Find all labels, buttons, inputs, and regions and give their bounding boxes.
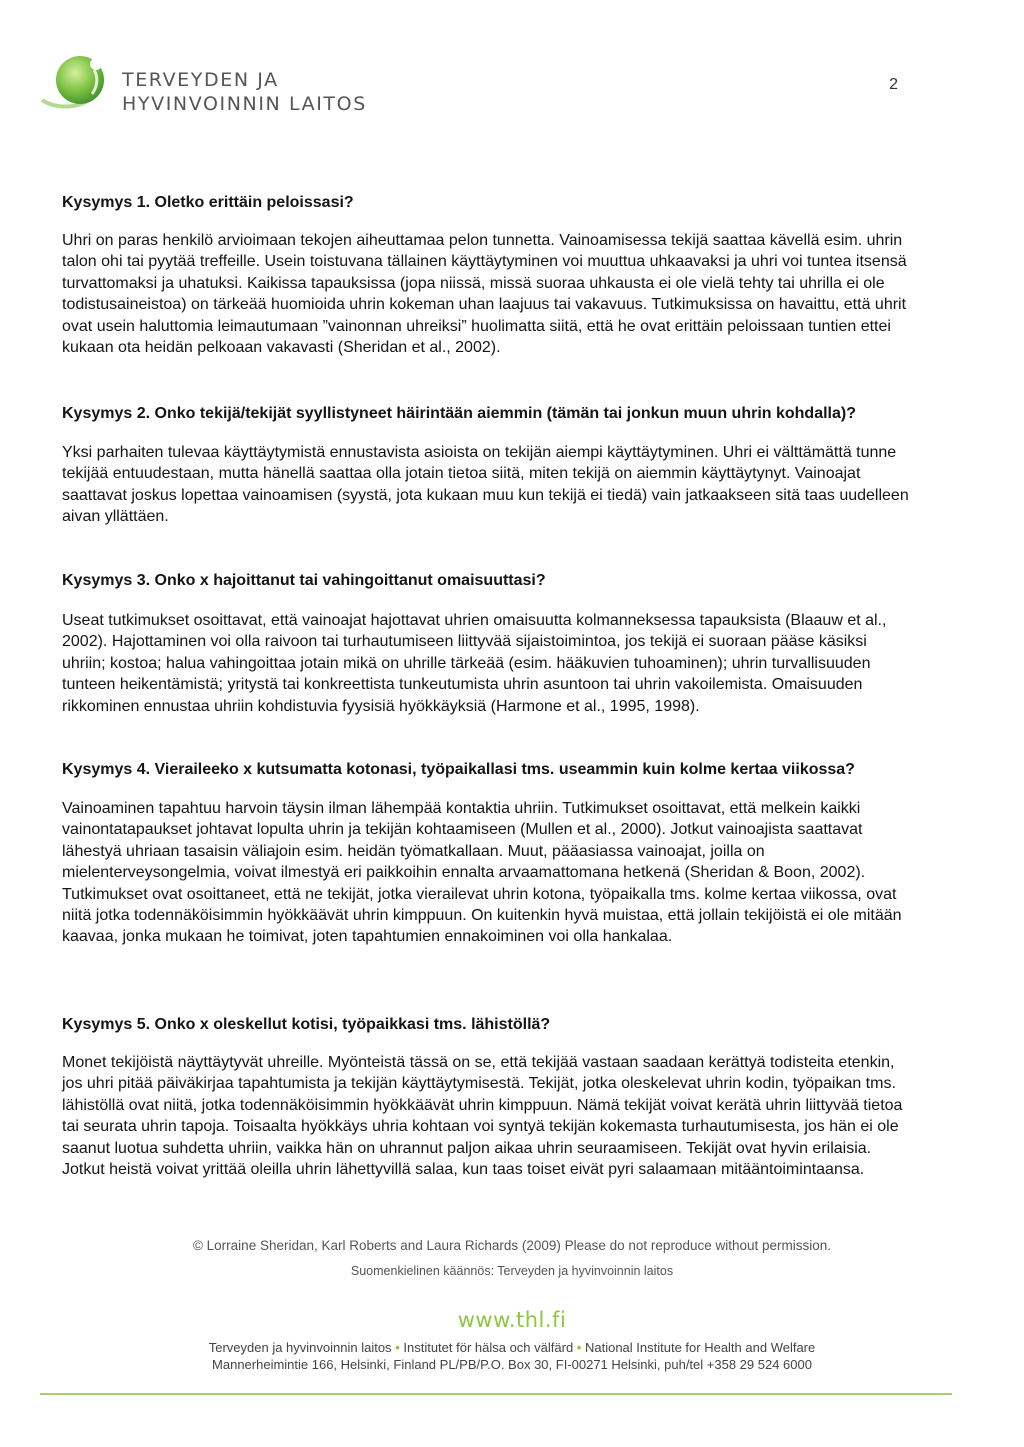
website-link[interactable]: www.thl.fi [457, 1308, 567, 1332]
question-heading: Kysymys 2. Onko tekijä/tekijät syyllistyneet häirintään aiemmin (tämän tai jonkun muun uhrin kohdalla)? [62, 405, 856, 422]
question-body: Yksi parhaiten tulevaa käyttäytymistä ennustavista asioista on tekijän aiempi käyttäytyminen. Uhri ei välttämättä tunne tekijää entuudestaan, mutta hänellä saattaa olla jotain tietoa siitä, miten tekijä on aiemmin käyttäytynyt. Vainoajat saattavat joskus lopettaa vainoamisen (syystä, jota kukaan muu kun tekijä ei tiedä) vain jatkaakseen sitä taas uudelleen aivan yllättäen. [62, 444, 909, 526]
organization-names [0, 1340, 1024, 1355]
question-body: Vainoaminen tapahtuu harvoin täysin ilman lähempää kontaktia uhriin. Tutkimukset osoittavat, että melkein kaikki vainontatapaukset johtavat lopulta uhrin ja tekijän kohtaamiseen (Mullen et al., 2000). Jotkut vainoajista saattavat lähestyä uhriaan tasaisin väliajoin esim. heidän työmatkallaan. Muut, pääasiassa vainoajat, joilla on mielenterveysongelmia, voivat ilmestyä eri paikkoihin ennalta arvaamattomana hetkenä (Sheridan & Boon, 2002). Tutkimukset ovat osoittaneet, että ne tekijät, jotka vierailevat uhrin kotona, työpaikalla tms. kolme kertaa viikossa, ovat niitä jotka todennäköisimmin hyökkäävät uhrin kimppuun. On kuitenkin hyvä muistaa, että jollain tekijöistä ei ole mitään kaavaa, jonka mukaan he toimivat, joten tapahtumien ennakoiminen voi olla hankalaa. [62, 800, 902, 946]
org-name-line2: HYVINVOINNIN LAITOS [122, 93, 367, 115]
question-heading: Kysymys 3. Onko x hajoittanut tai vahingoittanut omaisuuttasi? [62, 572, 546, 589]
question-body: Monet tekijöistä näyttäytyvät uhreille. Myönteistä tässä on se, että tekijää vastaan saadaan kerättyä todisteita etenkin, jos uhri pitää päiväkirjaa tapahtumista ja tekijän käyttäytymisestä. Tekijät, jotka oleskelevat uhrin kodin, työpaikan tms. lähistöllä ovat niitä, jotka todennäköisimmin hyökkäävät uhrin kimppuun. Nämä tekijät voivat kerätä uhrin liittyvää tietoa tai seurata uhrin tapoja. Toisaalta hyökkäys uhria kohtaan voi syntyä tekijän kokemasta turhautumisesta, jos hän ei ole saanut luotua suhdetta uhriin, vaikka hän on uhrannut paljon aikaa uhrin seuraamiseen. Tekijät ovat hyvin erilaisia. Jotkut heistä voivat yrittää oleilla uhrin lähettyvillä salaa, kun taas toiset eivät pyri salaamaan mitääntoimintaansa. [62, 1054, 903, 1179]
question-heading: Kysymys 4. Vieraileeko x kutsumatta kotonasi, työpaikallasi tms. useammin kuin kolme kertaa viikossa? [62, 761, 855, 778]
logo-text [122, 68, 367, 116]
question-heading: Kysymys 5. Onko x oleskellut kotisi, työpaikkasi tms. lähistöllä? [62, 1016, 551, 1033]
org-name-fi: Terveyden ja hyvinvoinnin laitos [208, 1340, 392, 1355]
translation-note: Suomenkielinen käännös: Terveyden ja hyvinvoinnin laitos [350, 1264, 674, 1278]
question-section-4 [62, 759, 912, 948]
org-name-line1: TERVEYDEN JA [122, 69, 279, 91]
question-section-2 [62, 403, 912, 528]
page-header [36, 50, 996, 130]
separator-dot-icon: • [395, 1340, 404, 1355]
org-name-en: National Institute for Health and Welfare [584, 1340, 816, 1355]
question-body: Uhri on paras henkilö arvioimaan tekojen aiheuttamaa pelon tunnetta. Vainoamisessa tekijä saattaa kävellä esim. uhrin talon ohi tai pyytää treffeille. Usein toistuvana tällainen käyttäytyminen voi muuttua uhkaavaksi ja uhri voi tuntea itsensä turvattomaksi ja uhatuksi. Kaikissa tapauksissa (jopa niissä, missä suoraa uhkausta ei ole vielä tehty tai uhrilla ei ole todistusaineistoa) on tärkeää huomioida uhrin kokeman uhan laajuus tai vakavuus. Tutkimuksissa on havaittu, että uhrit ovat usein haluttomia leimautumaan ”vainonnan uhreiksi” huolimatta siitä, että he ovat erittäin peloissaan tuntien ettei kukaan ota heidän pelkoaan vakavasti (Sheridan et al., 2002). [62, 232, 907, 357]
question-body: Useat tutkimukset osoittavat, että vainoajat hajottavat uhrien omaisuutta kolmanneksessa tapauksista (Blaauw et al., 2002). Hajottaminen voi olla raivoon tai turhautumiseen liittyvää sijaistoimintoa, jos tekijä ei suoraan pääse käsiksi uhriin; kostoa; halua vahingoittaa jotain mikä on uhrille tärkeää (esim. hääkuvien tuhoaminen); uhrin turvallisuuden tunteen heikentämistä; yritystä tai konkreettista tunkeutumista uhrin asuntoon tai uhrin vakoilemista. Omaisuuden rikkominen ennustaa uhriin kohdistuvia fyysisiä hyökkäyksiä (Harmone et al., 1995, 1998). [62, 612, 887, 715]
org-name-sv: Institutet för hälsa och välfärd [403, 1340, 574, 1355]
question-section-1 [62, 192, 912, 358]
page-number: 2 [889, 76, 898, 93]
copyright-notice: © Lorraine Sheridan, Karl Roberts and Laura Richards (2009) Please do not reproduce without permission. [192, 1238, 832, 1253]
question-section-5 [62, 1014, 912, 1180]
question-section-3 [62, 570, 912, 717]
thl-logo-icon [36, 50, 116, 122]
separator-dot-icon: • [576, 1340, 585, 1355]
question-heading: Kysymys 1. Oletko erittäin peloissasi? [62, 194, 354, 211]
footer-divider [40, 1393, 952, 1395]
postal-address: Mannerheimintie 166, Helsinki, Finland PL/PB/P.O. Box 30, FI-00271 Helsinki, puh/tel +358 29 524 6000 [212, 1357, 812, 1372]
